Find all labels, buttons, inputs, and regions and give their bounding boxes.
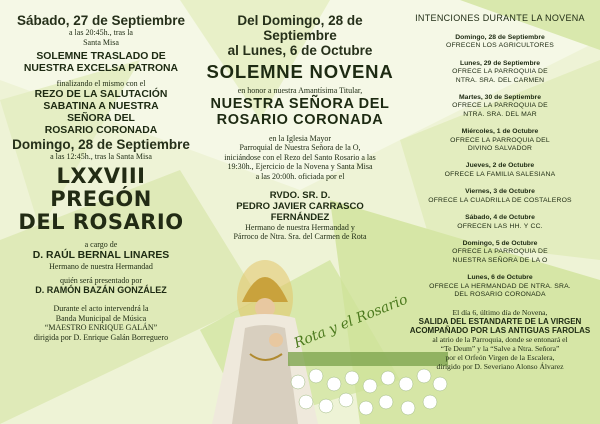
intention-date: Sábado, 4 de Octubre — [465, 214, 535, 222]
finalizando-text: finalizando el mismo con el — [56, 79, 146, 89]
intention-item — [408, 128, 592, 153]
intention-item — [408, 94, 592, 119]
intention-line: OFRECE LA PARROQUIA DE — [452, 68, 548, 76]
pregonero-name: D. RAÚL BERNAL LINARES — [32, 249, 170, 261]
intentions-list — [408, 34, 592, 299]
paragraph-line-1: en la Iglesia Mayor — [269, 133, 331, 143]
honor-text: en honor a nuestra Amantísima Titular, — [237, 86, 363, 95]
final-line-2: SALIDA DEL ESTANDARTE DE LA VIRGEN — [418, 317, 582, 327]
a-cargo-de: a cargo de — [84, 240, 118, 250]
intention-date: Jueves, 2 de Octubre — [465, 162, 535, 170]
final-line-6: por el Orfeón Virgen de la Escalera, — [445, 353, 555, 363]
rezo-line-3: SEÑORA DEL — [67, 112, 135, 124]
intention-line: OFRECE LA CUADRILLA DE COSTALEROS — [428, 196, 572, 204]
intention-date: Viernes, 3 de Octubre — [465, 188, 535, 196]
time-saturday-b: Santa Misa — [83, 37, 119, 47]
intention-line: DIVINO SALVADOR — [467, 145, 533, 153]
time-saturday-a: a las 20:45h., tras la — [69, 28, 133, 37]
intention-item — [408, 60, 592, 85]
traslado-line-1: SOLEMNE TRASLADO DE — [36, 51, 166, 63]
acto-line-3: “MAESTRO ENRIQUE GALÁN” — [44, 323, 158, 333]
intention-line: DEL ROSARIO CORONADA — [454, 290, 546, 298]
rvdo-name: PEDRO JAVIER CARRASCO FERNÁNDEZ — [236, 200, 364, 223]
intention-item — [408, 162, 592, 179]
column-middle — [200, 0, 400, 424]
intention-date: Domingo, 5 de Octubre — [462, 239, 538, 247]
traslado-line-2: NUESTRA EXCELSA PATRONA — [23, 63, 179, 75]
final-line-1: El día 6, último día de Novena, — [452, 308, 548, 318]
column-left — [0, 0, 200, 424]
paragraph-line-5: a las 20:00h. oficiada por el — [255, 171, 345, 181]
intention-line: NUESTRA SEÑORA DE LA O — [452, 256, 548, 264]
pregon-title-1: LXXVIII PREGÓN — [50, 164, 152, 212]
rezo-line-2: SABATINA A NUESTRA — [43, 100, 159, 112]
intention-date: Miércoles, 1 de Octubre — [461, 128, 539, 136]
column-right — [400, 0, 600, 424]
acto-line-4: dirigida por D. Enrique Galán Borreguero — [33, 332, 169, 342]
final-line-7: dirigido por D. Severiano Alonso Álvarez — [436, 362, 564, 372]
intention-line: NTRA. SRA. DEL MAR — [463, 110, 537, 118]
acto-line-2: Banda Municipal de Música — [55, 313, 147, 323]
intention-item — [408, 214, 592, 231]
paragraph-line-3: iniciándose con el Rezo del Santo Rosario a las — [224, 152, 376, 162]
final-line-3: ACOMPAÑADO POR LAS ANTIGUAS FAROLAS — [409, 326, 591, 336]
intention-date: Lunes, 6 de Octubre — [467, 274, 533, 282]
intention-item — [408, 34, 592, 51]
rezo-line-1: REZO DE LA SALUTACIÓN — [34, 88, 168, 100]
date-sunday: Domingo, 28 de Septiembre — [12, 136, 190, 152]
senora-line-2: ROSARIO CORONADA — [216, 111, 384, 128]
novena-title: SOLEMNE NOVENA — [206, 61, 394, 82]
intention-line: OFRECE LA PARROQUIA DE — [452, 248, 548, 256]
final-line-4: al atrio de la Parroquia, donde se entonará el — [432, 335, 568, 345]
senora-line-1: NUESTRA SEÑORA DEL — [210, 95, 390, 112]
svg-text:Rota y el Rosario: Rota y el Rosario — [291, 291, 411, 352]
intention-date: Lunes, 29 de Septiembre — [459, 59, 541, 67]
intenciones-title: INTENCIONES DURANTE LA NOVENA — [415, 13, 585, 23]
intention-date: Domingo, 28 de Septiembre — [455, 34, 545, 41]
intention-line: OFRECE LA PARROQUIA DEL — [450, 136, 550, 144]
acto-line-1: Durante el acto intervendrá la — [53, 304, 149, 314]
intention-line: OFRECEN LAS HH. Y CC. — [457, 222, 543, 230]
novena-date-1: Del Domingo, 28 de Septiembre — [237, 13, 363, 43]
date-saturday: Sábado, 27 de Septiembre — [16, 13, 186, 28]
intention-item — [408, 274, 592, 299]
time-sunday: a las 12:45h., tras la Santa Misa — [50, 151, 152, 161]
final-line-5: “Te Deum” y la “Salve a Ntra. Señora” — [440, 344, 560, 354]
intention-date: Martes, 30 de Septiembre — [459, 94, 541, 102]
intention-item — [408, 240, 592, 265]
intention-line: OFRECE LA PARROQUIA DE — [452, 102, 548, 110]
paragraph-line-4: 19:30h., Ejercicio de la Novena y Santa Misa — [227, 162, 373, 172]
intention-line: OFRECE LA HERMANDAD DE NTRA. SRA. — [429, 282, 571, 290]
presentador-name: D. RAMÓN BAZÁN GONZÁLEZ — [35, 285, 167, 296]
presentado-text: quién será presentado por — [60, 275, 142, 285]
paragraph-line-2: Parroquial de Nuestra Señora de la O, — [239, 143, 361, 153]
rvdo-title: RVDO. SR. D. — [269, 189, 331, 201]
intention-line: NTRA. SRA. DEL CARMEN — [455, 76, 545, 84]
rvdo-line-4: Párroco de Ntra. Sra. del Carmen de Rota — [233, 232, 367, 242]
pregon-title-2: DEL ROSARIO — [18, 210, 184, 235]
rvdo-line-3: Hermano de nuestra Hermandad y — [245, 222, 355, 232]
intention-line: OFRECEN LOS AGRICULTORES — [445, 42, 555, 50]
intention-item — [408, 188, 592, 205]
intention-line: OFRECE LA FAMILIA SALESIANA — [444, 170, 556, 178]
rezo-line-4: ROSARIO CORONADA — [44, 124, 158, 136]
novena-date-2: al Lunes, 6 de Octubre — [227, 43, 373, 58]
pregonero-subtitle: Hermano de nuestra Hermandad — [49, 261, 153, 271]
